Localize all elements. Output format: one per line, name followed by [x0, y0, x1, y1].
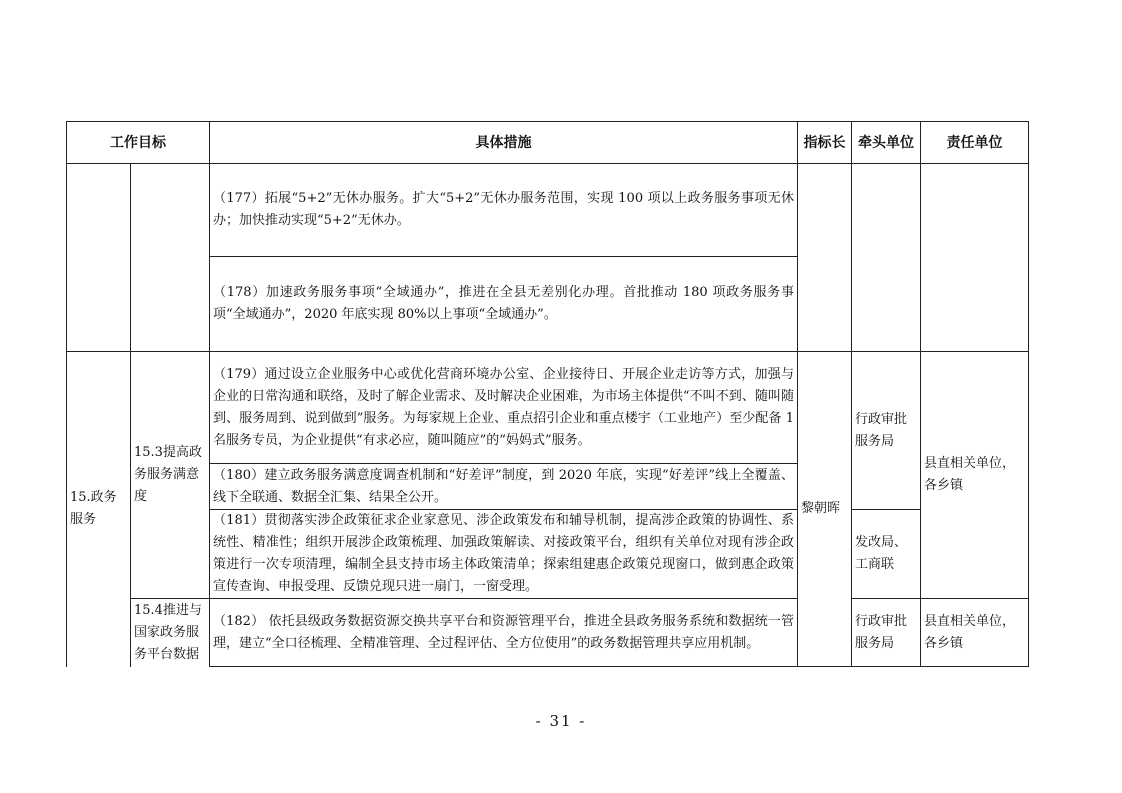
indicator-lead: 黎朝晖 [798, 352, 852, 667]
lead-unit-development-reform: 发改局、工商联 [852, 510, 921, 599]
measure-179: （179）通过设立企业服务中心或优化营商环境办公室、企业接待日、开展企业走访等方式，加强与企业的日常沟通和联络，及时了解企业需求、及时解决企业困难，为市场主体提供“不叫不到、随叫随到、服务周到、说到做到”服务。为每家规上企业、重点招引企业和重点楼宇（工业地产）至少配备 1 名服务专员，为企业提供“有求必应，随叫随应”的“妈妈式”服务。 [210, 352, 798, 464]
lead-unit-admin-approval: 行政审批服务局 [852, 352, 921, 510]
measure-181: （181）贯彻落实涉企政策征求企业家意见、涉企政策发布和辅导机制，提高涉企政策的协调性、系统性、精准性；组织开展涉企政策梳理、加强政策解读、对接政策平台，组织有关单位对现有涉企政策进行一次专项清理，编制全县支持市场主体政策清单；探索组建惠企政策兑现窗口，做到惠企政策宣传查询、申报受理、反馈兑现只进一扇门，一窗受理。 [210, 510, 798, 599]
responsible-unit-county-2: 县直相关单位，各乡镇 [921, 599, 1029, 667]
table-row [67, 352, 1029, 464]
measure-178: （178）加速政务服务事项“全域通办”，推进在全县无差别化办理。首批推动 180 项政务服务事项“全域通办”，2020 年底实现 80%以上事项“全域通办”。 [210, 257, 798, 352]
lead-unit-admin-approval-2: 行政审批服务局 [852, 599, 921, 667]
measures-table [66, 121, 1029, 667]
page-number: - 31 - [535, 712, 587, 730]
header-goal: 工作目标 [67, 122, 210, 164]
header-lead-unit: 牵头单位 [852, 122, 921, 164]
measure-177: （177）拓展“5+2”无休办服务。扩大“5+2”无休办服务范围，实现 100 项以上政务服务事项无休办；加快推动实现“5+2”无休办。 [210, 164, 798, 257]
goal-15: 15.政务服务 [67, 352, 131, 667]
subgoal-15-4: 15.4推进与国家政务服务平台数据 [131, 599, 210, 667]
measure-180: （180）建立政务服务满意度调查机制和“好差评”制度，到 2020 年底，实现“好差评”线上全覆盖、线下全联通、数据全汇集、结果全公开。 [210, 464, 798, 510]
measure-182: （182） 依托县级政务数据资源交换共享平台和资源管理平台，推进全县政务服务系统和数据统一管理，建立“全口径梳理、全精准管理、全过程评估、全方位使用”的政务数据管理共享应用机制。 [210, 599, 798, 667]
subgoal-15-3: 15.3提高政务服务满意度 [131, 352, 210, 599]
responsible-unit-county: 县直相关单位，各乡镇 [921, 352, 1029, 599]
header-indicator-lead: 指标长 [798, 122, 852, 164]
table-row [67, 164, 1029, 257]
header-measures: 具体措施 [210, 122, 798, 164]
header-responsible-unit: 责任单位 [921, 122, 1029, 164]
indicator-lead-empty [798, 164, 852, 352]
subgoal-cell-empty [131, 164, 210, 352]
table-row [67, 510, 1029, 599]
header-row [67, 122, 1029, 164]
goal-cell-empty [67, 164, 131, 352]
lead-unit-empty [852, 164, 921, 352]
responsible-unit-empty [921, 164, 1029, 352]
table-row [67, 599, 1029, 667]
